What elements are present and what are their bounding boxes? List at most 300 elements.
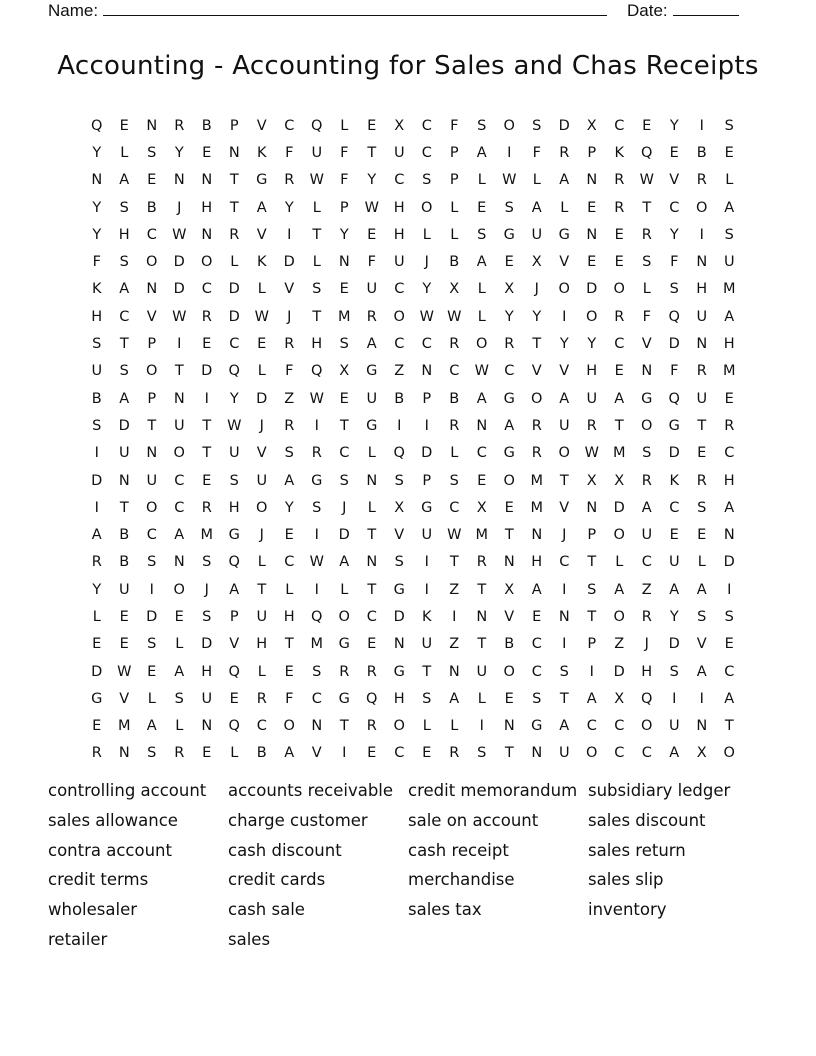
grid-letter[interactable]: C — [614, 117, 625, 134]
grid-letter[interactable]: T — [147, 417, 157, 434]
grid-letter[interactable]: B — [201, 117, 212, 134]
grid-letter[interactable]: C — [146, 527, 157, 544]
grid-letter[interactable]: A — [586, 690, 597, 707]
grid-letter[interactable]: E — [229, 690, 239, 707]
grid-letter[interactable]: L — [230, 254, 239, 271]
grid-letter[interactable]: C — [614, 718, 625, 735]
grid-letter[interactable]: A — [724, 308, 735, 325]
grid-letter[interactable]: P — [339, 199, 349, 216]
grid-letter[interactable]: C — [229, 336, 240, 353]
grid-letter[interactable]: S — [422, 690, 432, 707]
grid-letter[interactable]: D — [201, 363, 213, 380]
grid-letter[interactable]: J — [259, 527, 264, 544]
grid-letter[interactable]: N — [393, 636, 405, 653]
grid-letter[interactable]: I — [94, 445, 99, 462]
grid-letter[interactable]: I — [562, 308, 567, 325]
grid-letter[interactable]: E — [367, 636, 377, 653]
grid-letter[interactable]: G — [503, 445, 515, 462]
grid-letter[interactable]: S — [339, 336, 349, 353]
grid-letter[interactable]: M — [475, 527, 488, 544]
grid-letter[interactable]: R — [284, 336, 295, 353]
grid-letter[interactable]: P — [422, 390, 432, 407]
grid-letter[interactable]: N — [421, 363, 433, 380]
grid-letter[interactable]: J — [204, 581, 209, 598]
grid-letter[interactable]: D — [723, 554, 735, 571]
grid-letter[interactable]: X — [614, 690, 625, 707]
grid-letter[interactable]: H — [393, 690, 405, 707]
grid-letter[interactable]: I — [397, 417, 402, 434]
grid-letter[interactable]: E — [504, 254, 514, 271]
grid-letter[interactable]: N — [476, 417, 488, 434]
grid-letter[interactable]: V — [146, 308, 157, 325]
grid-letter[interactable]: B — [449, 254, 460, 271]
grid-letter[interactable]: C — [174, 499, 185, 516]
grid-letter[interactable]: B — [119, 554, 130, 571]
grid-letter[interactable]: C — [366, 608, 377, 625]
grid-letter[interactable]: V — [256, 226, 267, 243]
grid-letter[interactable]: T — [614, 417, 624, 434]
grid-letter[interactable]: S — [724, 117, 734, 134]
grid-letter[interactable]: Q — [311, 363, 323, 380]
grid-letter[interactable]: E — [669, 527, 679, 544]
grid-letter[interactable]: E — [477, 472, 487, 489]
grid-letter[interactable]: J — [342, 499, 347, 516]
grid-letter[interactable]: F — [532, 144, 541, 161]
grid-letter[interactable]: J — [424, 254, 429, 271]
grid-letter[interactable]: L — [450, 199, 459, 216]
grid-letter[interactable]: A — [284, 472, 295, 489]
grid-letter[interactable]: E — [504, 499, 514, 516]
grid-letter[interactable]: E — [697, 445, 707, 462]
grid-letter[interactable]: E — [504, 690, 514, 707]
grid-letter[interactable]: N — [118, 472, 130, 489]
grid-letter[interactable]: E — [339, 390, 349, 407]
grid-letter[interactable]: T — [367, 581, 377, 598]
grid-letter[interactable]: V — [559, 254, 570, 271]
grid-letter[interactable]: B — [504, 636, 515, 653]
grid-letter[interactable]: Y — [92, 581, 102, 598]
grid-letter[interactable]: Z — [394, 363, 405, 380]
grid-letter[interactable]: S — [284, 445, 294, 462]
grid-letter[interactable]: L — [477, 690, 486, 707]
grid-letter[interactable]: L — [697, 554, 706, 571]
grid-letter[interactable]: B — [256, 745, 267, 762]
grid-letter[interactable]: Z — [641, 581, 652, 598]
grid-letter[interactable]: J — [534, 281, 539, 298]
grid-letter[interactable]: L — [477, 308, 486, 325]
grid-letter[interactable]: K — [421, 608, 432, 625]
grid-letter[interactable]: R — [201, 499, 212, 516]
grid-letter[interactable]: A — [284, 745, 295, 762]
grid-letter[interactable]: R — [449, 745, 460, 762]
grid-letter[interactable]: L — [450, 718, 459, 735]
grid-letter[interactable]: E — [339, 281, 349, 298]
grid-letter[interactable]: U — [256, 608, 268, 625]
grid-letter[interactable]: U — [366, 390, 378, 407]
grid-letter[interactable]: F — [340, 172, 349, 189]
grid-letter[interactable]: Z — [614, 636, 625, 653]
grid-letter[interactable]: E — [119, 117, 129, 134]
grid-letter[interactable]: R — [201, 308, 212, 325]
grid-letter[interactable]: U — [668, 718, 680, 735]
grid-letter[interactable]: L — [147, 690, 156, 707]
grid-letter[interactable]: Y — [367, 172, 377, 189]
date-field[interactable] — [627, 0, 739, 20]
grid-letter[interactable]: I — [424, 581, 429, 598]
grid-letter[interactable]: G — [228, 527, 240, 544]
name-line[interactable] — [103, 0, 607, 16]
grid-letter[interactable]: I — [287, 226, 292, 243]
grid-letter[interactable]: T — [119, 336, 129, 353]
grid-letter[interactable]: I — [699, 117, 704, 134]
grid-letter[interactable]: N — [173, 172, 185, 189]
grid-letter[interactable]: U — [476, 663, 488, 680]
grid-letter[interactable]: R — [174, 117, 185, 134]
grid-letter[interactable]: E — [257, 336, 267, 353]
grid-letter[interactable]: O — [476, 336, 488, 353]
grid-letter[interactable]: O — [641, 417, 653, 434]
grid-letter[interactable]: A — [614, 581, 625, 598]
grid-letter[interactable]: Y — [669, 226, 679, 243]
grid-letter[interactable]: S — [697, 608, 707, 625]
grid-letter[interactable]: C — [394, 172, 405, 189]
grid-letter[interactable]: W — [364, 199, 379, 216]
grid-letter[interactable]: S — [147, 636, 157, 653]
grid-letter[interactable]: L — [257, 663, 266, 680]
grid-letter[interactable]: E — [532, 608, 542, 625]
grid-letter[interactable]: X — [504, 281, 515, 298]
grid-letter[interactable]: A — [614, 390, 625, 407]
grid-letter[interactable]: P — [147, 390, 157, 407]
grid-letter[interactable]: E — [587, 199, 597, 216]
grid-letter[interactable]: L — [257, 281, 266, 298]
grid-letter[interactable]: L — [477, 281, 486, 298]
grid-letter[interactable]: K — [669, 472, 679, 489]
grid-letter[interactable]: I — [479, 718, 484, 735]
grid-letter[interactable]: U — [256, 472, 268, 489]
grid-letter[interactable]: D — [393, 608, 405, 625]
grid-letter[interactable]: E — [202, 144, 212, 161]
grid-letter[interactable]: J — [287, 308, 292, 325]
grid-letter[interactable]: P — [587, 144, 597, 161]
grid-letter[interactable]: M — [530, 472, 543, 489]
grid-letter[interactable]: P — [449, 144, 459, 161]
grid-letter[interactable]: E — [147, 172, 157, 189]
grid-letter[interactable]: O — [503, 472, 515, 489]
grid-letter[interactable]: R — [614, 308, 625, 325]
grid-letter[interactable]: O — [146, 363, 158, 380]
grid-letter[interactable]: P — [229, 117, 239, 134]
grid-letter[interactable]: B — [146, 199, 157, 216]
grid-letter[interactable]: M — [337, 308, 351, 325]
grid-letter[interactable]: H — [531, 554, 543, 571]
grid-letter[interactable]: H — [283, 608, 295, 625]
grid-letter[interactable]: V — [311, 745, 322, 762]
grid-letter[interactable]: I — [314, 527, 319, 544]
grid-letter[interactable]: B — [91, 390, 102, 407]
grid-letter[interactable]: W — [172, 308, 187, 325]
grid-letter[interactable]: D — [668, 636, 680, 653]
grid-letter[interactable]: G — [393, 663, 405, 680]
grid-letter[interactable]: H — [256, 636, 268, 653]
grid-letter[interactable]: V — [256, 445, 267, 462]
grid-letter[interactable]: R — [449, 417, 460, 434]
grid-letter[interactable]: K — [91, 281, 102, 298]
grid-letter[interactable]: V — [504, 608, 515, 625]
grid-letter[interactable]: A — [146, 718, 157, 735]
grid-letter[interactable]: C — [614, 745, 625, 762]
grid-letter[interactable]: U — [696, 390, 708, 407]
grid-letter[interactable]: O — [558, 445, 570, 462]
grid-letter[interactable]: E — [119, 636, 129, 653]
grid-letter[interactable]: A — [724, 499, 735, 516]
grid-letter[interactable]: T — [587, 608, 597, 625]
grid-letter[interactable]: L — [615, 554, 624, 571]
grid-letter[interactable]: W — [309, 554, 324, 571]
grid-letter[interactable]: I — [314, 581, 319, 598]
grid-letter[interactable]: I — [177, 336, 182, 353]
grid-letter[interactable]: X — [696, 745, 707, 762]
grid-letter[interactable]: C — [421, 144, 432, 161]
grid-letter[interactable]: E — [367, 226, 377, 243]
grid-letter[interactable]: E — [614, 254, 624, 271]
grid-letter[interactable]: R — [339, 663, 350, 680]
grid-letter[interactable]: S — [202, 554, 212, 571]
grid-letter[interactable]: I — [672, 690, 677, 707]
grid-letter[interactable]: O — [146, 499, 158, 516]
grid-letter[interactable]: D — [118, 417, 130, 434]
grid-letter[interactable]: V — [284, 281, 295, 298]
grid-letter[interactable]: S — [92, 417, 102, 434]
grid-letter[interactable]: E — [724, 390, 734, 407]
grid-letter[interactable]: C — [394, 281, 405, 298]
grid-letter[interactable]: R — [256, 690, 267, 707]
grid-letter[interactable]: N — [338, 254, 350, 271]
grid-letter[interactable]: G — [503, 226, 515, 243]
grid-letter[interactable]: C — [476, 445, 487, 462]
grid-letter[interactable]: G — [366, 417, 378, 434]
grid-letter[interactable]: L — [450, 445, 459, 462]
grid-letter[interactable]: N — [558, 608, 570, 625]
grid-letter[interactable]: Y — [174, 144, 184, 161]
grid-letter[interactable]: E — [202, 336, 212, 353]
grid-letter[interactable]: X — [476, 499, 487, 516]
grid-letter[interactable]: C — [394, 745, 405, 762]
grid-letter[interactable]: N — [201, 718, 213, 735]
grid-letter[interactable]: V — [394, 527, 405, 544]
grid-letter[interactable]: Y — [229, 390, 239, 407]
grid-letter[interactable]: T — [174, 363, 184, 380]
grid-letter[interactable]: D — [228, 308, 240, 325]
grid-letter[interactable]: C — [119, 308, 130, 325]
grid-letter[interactable]: S — [669, 281, 679, 298]
grid-letter[interactable]: L — [422, 226, 431, 243]
grid-letter[interactable]: S — [202, 608, 212, 625]
grid-letter[interactable]: C — [146, 226, 157, 243]
grid-letter[interactable]: H — [641, 663, 653, 680]
grid-letter[interactable]: I — [204, 390, 209, 407]
grid-letter[interactable]: L — [120, 144, 129, 161]
grid-letter[interactable]: O — [641, 718, 653, 735]
grid-letter[interactable]: W — [639, 172, 654, 189]
grid-letter[interactable]: A — [669, 581, 680, 598]
grid-letter[interactable]: U — [668, 554, 680, 571]
grid-letter[interactable]: U — [118, 581, 130, 598]
grid-letter[interactable]: E — [614, 226, 624, 243]
grid-letter[interactable]: E — [119, 608, 129, 625]
grid-letter[interactable]: I — [424, 554, 429, 571]
grid-letter[interactable]: L — [642, 281, 651, 298]
grid-letter[interactable]: I — [507, 144, 512, 161]
grid-letter[interactable]: Y — [92, 199, 102, 216]
grid-letter[interactable]: L — [175, 718, 184, 735]
grid-letter[interactable]: S — [92, 336, 102, 353]
grid-letter[interactable]: D — [613, 663, 625, 680]
grid-letter[interactable]: S — [724, 608, 734, 625]
grid-letter[interactable]: R — [366, 663, 377, 680]
grid-letter[interactable]: T — [229, 199, 239, 216]
grid-letter[interactable]: A — [559, 390, 570, 407]
grid-letter[interactable]: Q — [311, 117, 323, 134]
grid-letter[interactable]: I — [727, 581, 732, 598]
grid-letter[interactable]: Y — [92, 144, 102, 161]
grid-letter[interactable]: S — [339, 472, 349, 489]
grid-letter[interactable]: E — [202, 745, 212, 762]
grid-letter[interactable]: N — [586, 499, 598, 516]
grid-letter[interactable]: S — [587, 581, 597, 598]
grid-letter[interactable]: R — [504, 336, 515, 353]
grid-letter[interactable]: I — [699, 226, 704, 243]
grid-letter[interactable]: N — [586, 226, 598, 243]
grid-letter[interactable]: X — [339, 363, 350, 380]
grid-letter[interactable]: U — [366, 281, 378, 298]
grid-letter[interactable]: B — [696, 144, 707, 161]
grid-letter[interactable]: E — [202, 472, 212, 489]
grid-letter[interactable]: X — [394, 117, 405, 134]
grid-letter[interactable]: X — [614, 472, 625, 489]
grid-letter[interactable]: O — [173, 445, 185, 462]
grid-letter[interactable]: N — [531, 527, 543, 544]
grid-letter[interactable]: U — [393, 144, 405, 161]
grid-letter[interactable]: Z — [284, 390, 295, 407]
grid-letter[interactable]: M — [612, 445, 626, 462]
grid-letter[interactable]: V — [119, 690, 130, 707]
grid-letter[interactable]: T — [559, 472, 569, 489]
grid-letter[interactable]: N — [311, 718, 323, 735]
grid-letter[interactable]: U — [228, 445, 240, 462]
grid-letter[interactable]: L — [367, 445, 376, 462]
grid-letter[interactable]: L — [450, 226, 459, 243]
grid-letter[interactable]: I — [699, 690, 704, 707]
grid-letter[interactable]: T — [559, 690, 569, 707]
grid-letter[interactable]: R — [531, 445, 542, 462]
grid-letter[interactable]: F — [670, 363, 679, 380]
grid-letter[interactable]: T — [339, 718, 349, 735]
grid-letter[interactable]: Q — [311, 608, 323, 625]
grid-letter[interactable]: A — [696, 663, 707, 680]
grid-letter[interactable]: P — [229, 608, 239, 625]
grid-letter[interactable]: O — [393, 308, 405, 325]
grid-letter[interactable]: C — [421, 336, 432, 353]
grid-letter[interactable]: Z — [449, 581, 460, 598]
grid-letter[interactable]: L — [340, 117, 349, 134]
grid-letter[interactable]: R — [91, 554, 102, 571]
grid-letter[interactable]: W — [419, 308, 434, 325]
grid-letter[interactable]: E — [147, 663, 157, 680]
grid-letter[interactable]: P — [587, 636, 597, 653]
grid-letter[interactable]: J — [562, 527, 567, 544]
grid-letter[interactable]: N — [201, 226, 213, 243]
grid-letter[interactable]: S — [724, 226, 734, 243]
grid-letter[interactable]: Z — [449, 636, 460, 653]
grid-letter[interactable]: B — [449, 390, 460, 407]
grid-letter[interactable]: T — [642, 199, 652, 216]
grid-letter[interactable]: E — [92, 718, 102, 735]
grid-letter[interactable]: M — [200, 527, 213, 544]
grid-letter[interactable]: U — [558, 417, 570, 434]
grid-letter[interactable]: W — [309, 390, 324, 407]
grid-letter[interactable]: N — [476, 608, 488, 625]
grid-letter[interactable]: Q — [668, 308, 680, 325]
grid-letter[interactable]: J — [177, 199, 182, 216]
grid-letter[interactable]: O — [558, 281, 570, 298]
grid-letter[interactable]: H — [586, 363, 598, 380]
grid-letter[interactable]: U — [531, 226, 543, 243]
grid-letter[interactable]: A — [339, 554, 350, 571]
grid-letter[interactable]: A — [91, 527, 102, 544]
grid-letter[interactable]: N — [201, 172, 213, 189]
grid-letter[interactable]: F — [285, 690, 294, 707]
grid-letter[interactable]: S — [312, 281, 322, 298]
grid-letter[interactable]: X — [504, 581, 515, 598]
grid-letter[interactable]: I — [314, 417, 319, 434]
grid-letter[interactable]: G — [531, 718, 543, 735]
grid-letter[interactable]: X — [449, 281, 460, 298]
grid-letter[interactable]: W — [447, 308, 462, 325]
grid-letter[interactable]: A — [119, 172, 130, 189]
grid-letter[interactable]: D — [283, 254, 295, 271]
grid-letter[interactable]: Q — [393, 445, 405, 462]
grid-letter[interactable]: N — [228, 144, 240, 161]
grid-letter[interactable]: S — [449, 472, 459, 489]
grid-letter[interactable]: R — [531, 417, 542, 434]
grid-letter[interactable]: S — [422, 172, 432, 189]
grid-letter[interactable]: R — [696, 472, 707, 489]
grid-letter[interactable]: W — [474, 363, 489, 380]
grid-letter[interactable]: C — [394, 336, 405, 353]
grid-letter[interactable]: L — [367, 499, 376, 516]
grid-letter[interactable]: Q — [228, 663, 240, 680]
grid-letter[interactable]: M — [310, 636, 323, 653]
grid-letter[interactable]: W — [447, 527, 462, 544]
grid-letter[interactable]: C — [614, 336, 625, 353]
grid-letter[interactable]: T — [229, 172, 239, 189]
grid-letter[interactable]: V — [256, 117, 267, 134]
grid-letter[interactable]: U — [146, 472, 158, 489]
grid-letter[interactable]: N — [173, 554, 185, 571]
grid-letter[interactable]: G — [256, 172, 268, 189]
grid-letter[interactable]: L — [477, 172, 486, 189]
grid-letter[interactable]: E — [587, 254, 597, 271]
grid-letter[interactable]: N — [531, 745, 543, 762]
grid-letter[interactable]: Q — [641, 690, 653, 707]
grid-letter[interactable]: R — [449, 336, 460, 353]
grid-letter[interactable]: E — [614, 363, 624, 380]
grid-letter[interactable]: T — [367, 144, 377, 161]
grid-letter[interactable]: G — [338, 636, 350, 653]
grid-letter[interactable]: M — [722, 281, 736, 298]
grid-letter[interactable]: M — [117, 718, 131, 735]
